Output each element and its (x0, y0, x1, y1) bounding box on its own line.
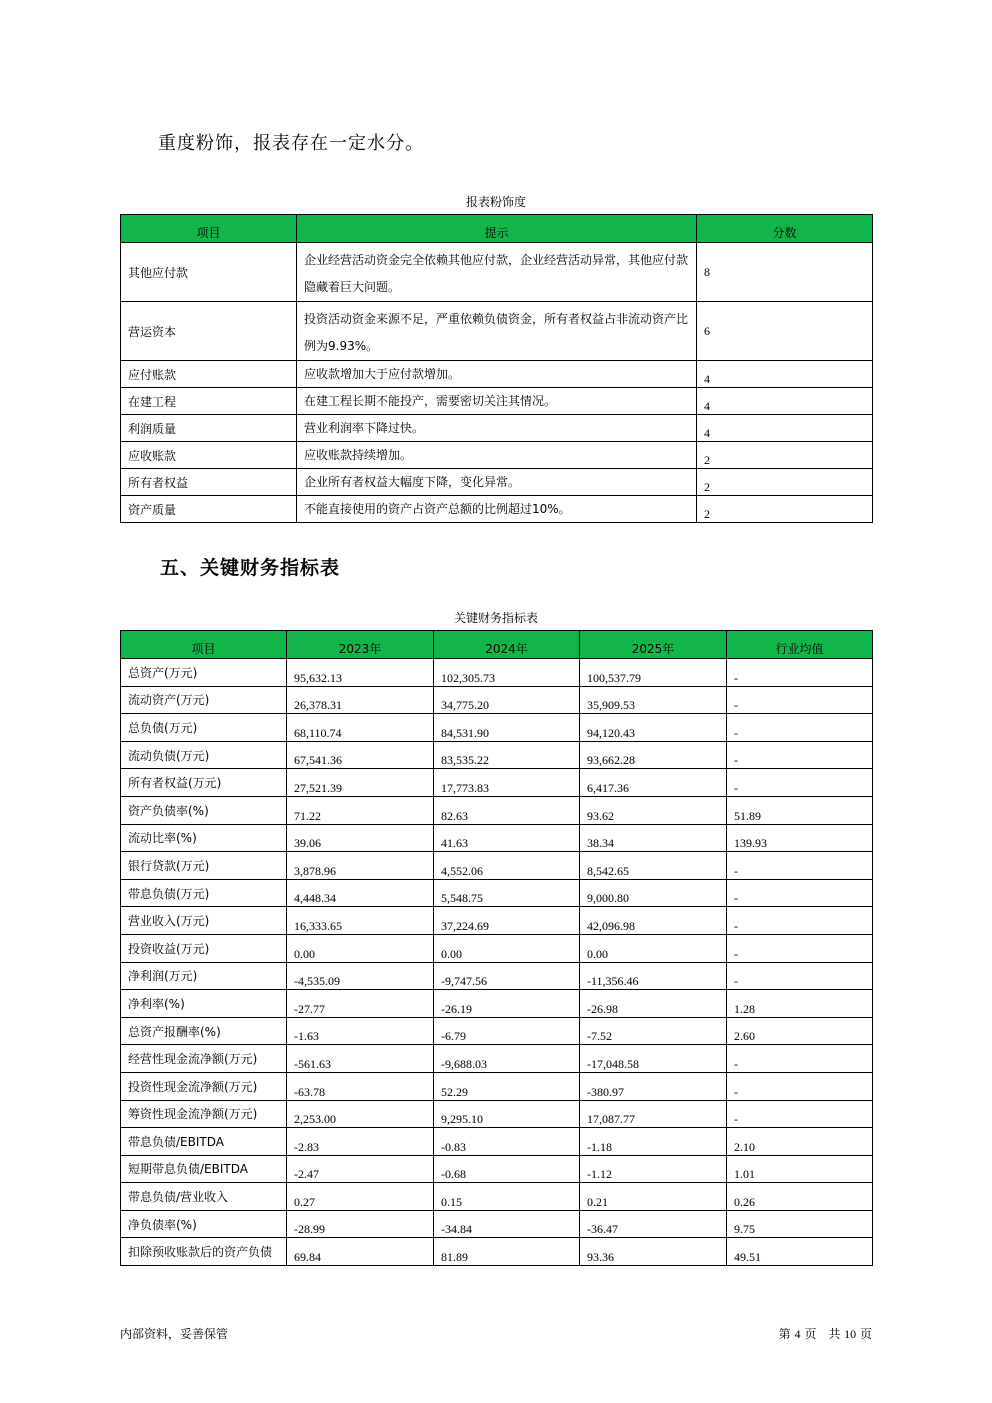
table-row (121, 796, 873, 824)
value-2025: -1.18 (580, 1128, 727, 1156)
table2-caption: 关键财务指标表 (453, 611, 538, 625)
table2-header-row (121, 631, 873, 659)
row-item: 营业收入(万元) (121, 907, 287, 935)
row-item: 投资性现金流净额(万元) (121, 1072, 287, 1100)
value-2025: 35,909.53 (580, 686, 727, 714)
value-2023: 26,378.31 (287, 686, 434, 714)
value-2025: 17,087.77 (580, 1100, 727, 1128)
table-row (121, 1210, 873, 1238)
value-2023: 0.27 (287, 1183, 434, 1211)
value-2024: 17,773.83 (434, 769, 580, 797)
row-item: 经营性现金流净额(万元) (121, 1045, 287, 1073)
table-row (121, 1238, 873, 1266)
row-score: 4 (697, 388, 873, 415)
row-item: 其他应付款 (121, 243, 297, 302)
row-item: 投资收益(万元) (121, 934, 287, 962)
table-row (121, 879, 873, 907)
value-2024: 5,548.75 (434, 879, 580, 907)
value-industry-avg: 0.26 (727, 1183, 873, 1211)
row-item: 利润质量 (121, 415, 297, 442)
row-item: 在建工程 (121, 388, 297, 415)
row-item: 所有者权益 (121, 469, 297, 496)
row-item: 流动负债(万元) (121, 741, 287, 769)
value-industry-avg: 2.60 (727, 1017, 873, 1045)
table-row (121, 1183, 873, 1211)
row-item: 应付账款 (121, 361, 297, 388)
value-2023: -2.47 (287, 1155, 434, 1183)
page-suffix: 页 (859, 1327, 872, 1341)
value-2024: -0.68 (434, 1155, 580, 1183)
value-industry-avg: 139.93 (727, 824, 873, 852)
value-2025: -36.47 (580, 1210, 727, 1238)
row-hint: 企业所有者权益大幅度下降，变化异常。 (297, 469, 697, 496)
value-2025: 0.21 (580, 1183, 727, 1211)
intro-text: 重度粉饰，报表存在一定水分。 (158, 133, 424, 154)
value-industry-avg: 1.01 (727, 1155, 873, 1183)
value-2023: -27.77 (287, 990, 434, 1018)
value-2025: -7.52 (580, 1017, 727, 1045)
value-2023: 95,632.13 (287, 659, 434, 687)
row-item: 带息负债/EBITDA (121, 1128, 287, 1156)
table-row (121, 469, 873, 496)
table-row (121, 741, 873, 769)
value-industry-avg: - (727, 907, 873, 935)
table-row (121, 659, 873, 687)
window-dressing-table (120, 214, 873, 523)
value-industry-avg: - (727, 741, 873, 769)
row-item: 短期带息负债/EBITDA (121, 1155, 287, 1183)
row-item: 净利润(万元) (121, 962, 287, 990)
row-hint: 应收款增加大于应付款增加。 (297, 361, 697, 388)
value-2023: 68,110.74 (287, 714, 434, 742)
value-2023: 69.84 (287, 1238, 434, 1266)
table2-header-item: 项目 (121, 631, 287, 659)
table-row (121, 415, 873, 442)
table-row (121, 769, 873, 797)
row-item: 总负债(万元) (121, 714, 287, 742)
table-row (121, 302, 873, 361)
value-2023: 4,448.34 (287, 879, 434, 907)
table-row (121, 852, 873, 880)
value-2024: 4,552.06 (434, 852, 580, 880)
row-item: 资产质量 (121, 496, 297, 523)
value-2024: 41.63 (434, 824, 580, 852)
value-industry-avg: - (727, 879, 873, 907)
value-2024: -34.84 (434, 1210, 580, 1238)
value-industry-avg: - (727, 769, 873, 797)
row-item: 扣除预收账款后的资产负债 (121, 1238, 287, 1266)
value-2025: 8,542.65 (580, 852, 727, 880)
table1-header-hint: 提示 (297, 215, 697, 243)
table1-caption: 报表粉饰度 (465, 195, 526, 209)
value-2023: 2,253.00 (287, 1100, 434, 1128)
value-2024: 0.15 (434, 1183, 580, 1211)
value-industry-avg: 2.10 (727, 1128, 873, 1156)
value-2023: 3,878.96 (287, 852, 434, 880)
table2-header-industry-avg: 行业均值 (727, 631, 873, 659)
row-score: 6 (697, 302, 873, 361)
value-2025: 100,537.79 (580, 659, 727, 687)
value-industry-avg: - (727, 1072, 873, 1100)
value-2024: 9,295.10 (434, 1100, 580, 1128)
value-2024: -26.19 (434, 990, 580, 1018)
key-financial-indicators-table (120, 630, 873, 1266)
value-2023: 39.06 (287, 824, 434, 852)
value-2023: -561.63 (287, 1045, 434, 1073)
value-2023: -2.83 (287, 1128, 434, 1156)
value-2023: -28.99 (287, 1210, 434, 1238)
table-row (121, 824, 873, 852)
row-hint: 在建工程长期不能投产，需要密切关注其情况。 (297, 388, 697, 415)
row-hint: 投资活动资金来源不足，严重依赖负债资金，所有者权益占非流动资产比例为9.93%。 (297, 302, 697, 361)
row-score: 4 (697, 415, 873, 442)
value-2024: -0.83 (434, 1128, 580, 1156)
table1-header-row (121, 215, 873, 243)
table-row (121, 934, 873, 962)
value-2024: 84,531.90 (434, 714, 580, 742)
value-2025: 93.36 (580, 1238, 727, 1266)
value-2024: 52.29 (434, 1072, 580, 1100)
table-row (121, 243, 873, 302)
row-item: 所有者权益(万元) (121, 769, 287, 797)
row-item: 净负债率(%) (121, 1210, 287, 1238)
table2-header-2025: 2025年 (580, 631, 727, 659)
value-industry-avg: - (727, 686, 873, 714)
row-item: 资产负债率(%) (121, 796, 287, 824)
value-2025: -26.98 (580, 990, 727, 1018)
section-title: 五、关键财务指标表 (160, 557, 341, 579)
value-2025: 38.34 (580, 824, 727, 852)
value-2025: -17,048.58 (580, 1045, 727, 1073)
row-item: 总资产报酬率(%) (121, 1017, 287, 1045)
table-row (121, 361, 873, 388)
table2-header-2024: 2024年 (434, 631, 580, 659)
row-item: 总资产(万元) (121, 659, 287, 687)
value-2025: 0.00 (580, 934, 727, 962)
table-row (121, 686, 873, 714)
value-2024: 34,775.20 (434, 686, 580, 714)
value-2025: -11,356.46 (580, 962, 727, 990)
value-2024: 0.00 (434, 934, 580, 962)
table-row (121, 714, 873, 742)
table-row (121, 962, 873, 990)
row-hint: 不能直接使用的资产占资产总额的比例超过10%。 (297, 496, 697, 523)
value-2023: 0.00 (287, 934, 434, 962)
value-2025: 6,417.36 (580, 769, 727, 797)
table-row (121, 1072, 873, 1100)
value-2025: 42,096.98 (580, 907, 727, 935)
value-2023: -1.63 (287, 1017, 434, 1045)
row-score: 2 (697, 442, 873, 469)
table-row (121, 1100, 873, 1128)
row-score: 8 (697, 243, 873, 302)
value-2024: -9,747.56 (434, 962, 580, 990)
row-item: 流动比率(%) (121, 824, 287, 852)
value-2025: -380.97 (580, 1072, 727, 1100)
value-2025: 94,120.43 (580, 714, 727, 742)
table-row (121, 1128, 873, 1156)
value-2023: -4,535.09 (287, 962, 434, 990)
value-industry-avg: - (727, 852, 873, 880)
table-row (121, 1045, 873, 1073)
value-2024: -6.79 (434, 1017, 580, 1045)
row-item: 流动资产(万元) (121, 686, 287, 714)
row-item: 应收账款 (121, 442, 297, 469)
table-row (121, 388, 873, 415)
value-2025: 93,662.28 (580, 741, 727, 769)
value-industry-avg: - (727, 1045, 873, 1073)
table-row (121, 1155, 873, 1183)
table-row (121, 990, 873, 1018)
page-mid: 页 共 (804, 1327, 841, 1341)
table-row (121, 907, 873, 935)
value-2024: 83,535.22 (434, 741, 580, 769)
value-industry-avg: 51.89 (727, 796, 873, 824)
row-item: 带息负债(万元) (121, 879, 287, 907)
value-industry-avg: 49.51 (727, 1238, 873, 1266)
value-industry-avg: 1.28 (727, 990, 873, 1018)
table-row (121, 442, 873, 469)
value-2024: -9,688.03 (434, 1045, 580, 1073)
table-row (121, 1017, 873, 1045)
value-industry-avg: 9.75 (727, 1210, 873, 1238)
row-item: 银行贷款(万元) (121, 852, 287, 880)
value-2023: -63.78 (287, 1072, 434, 1100)
value-2023: 71.22 (287, 796, 434, 824)
row-item: 带息负债/营业收入 (121, 1183, 287, 1211)
value-2025: -1.12 (580, 1155, 727, 1183)
row-item: 筹资性现金流净额(万元) (121, 1100, 287, 1128)
row-hint: 应收账款持续增加。 (297, 442, 697, 469)
value-2024: 102,305.73 (434, 659, 580, 687)
value-industry-avg: - (727, 1100, 873, 1128)
value-2024: 82.63 (434, 796, 580, 824)
table-row (121, 496, 873, 523)
value-2024: 37,224.69 (434, 907, 580, 935)
value-2023: 16,333.65 (287, 907, 434, 935)
table1-header-score: 分数 (697, 215, 873, 243)
table1-header-item: 项目 (121, 215, 297, 243)
row-score: 2 (697, 469, 873, 496)
row-item: 营运资本 (121, 302, 297, 361)
value-2025: 93.62 (580, 796, 727, 824)
row-score: 4 (697, 361, 873, 388)
page-current: 4 (794, 1327, 801, 1341)
value-industry-avg: - (727, 934, 873, 962)
row-score: 2 (697, 496, 873, 523)
row-item: 净利率(%) (121, 990, 287, 1018)
footer-page-number (779, 1325, 872, 1342)
value-2024: 81.89 (434, 1238, 580, 1266)
footer-confidential-note: 内部资料，妥善保管 (120, 1327, 229, 1341)
row-hint: 企业经营活动资金完全依赖其他应付款，企业经营活动异常，其他应付款隐藏着巨大问题。 (297, 243, 697, 302)
page-total: 10 (844, 1327, 857, 1341)
value-industry-avg: - (727, 714, 873, 742)
page-prefix: 第 (778, 1327, 791, 1341)
value-industry-avg: - (727, 962, 873, 990)
value-2025: 9,000.80 (580, 879, 727, 907)
value-2023: 27,521.39 (287, 769, 434, 797)
table2-header-2023: 2023年 (287, 631, 434, 659)
row-hint: 营业利润率下降过快。 (297, 415, 697, 442)
value-industry-avg: - (727, 659, 873, 687)
value-2023: 67,541.36 (287, 741, 434, 769)
